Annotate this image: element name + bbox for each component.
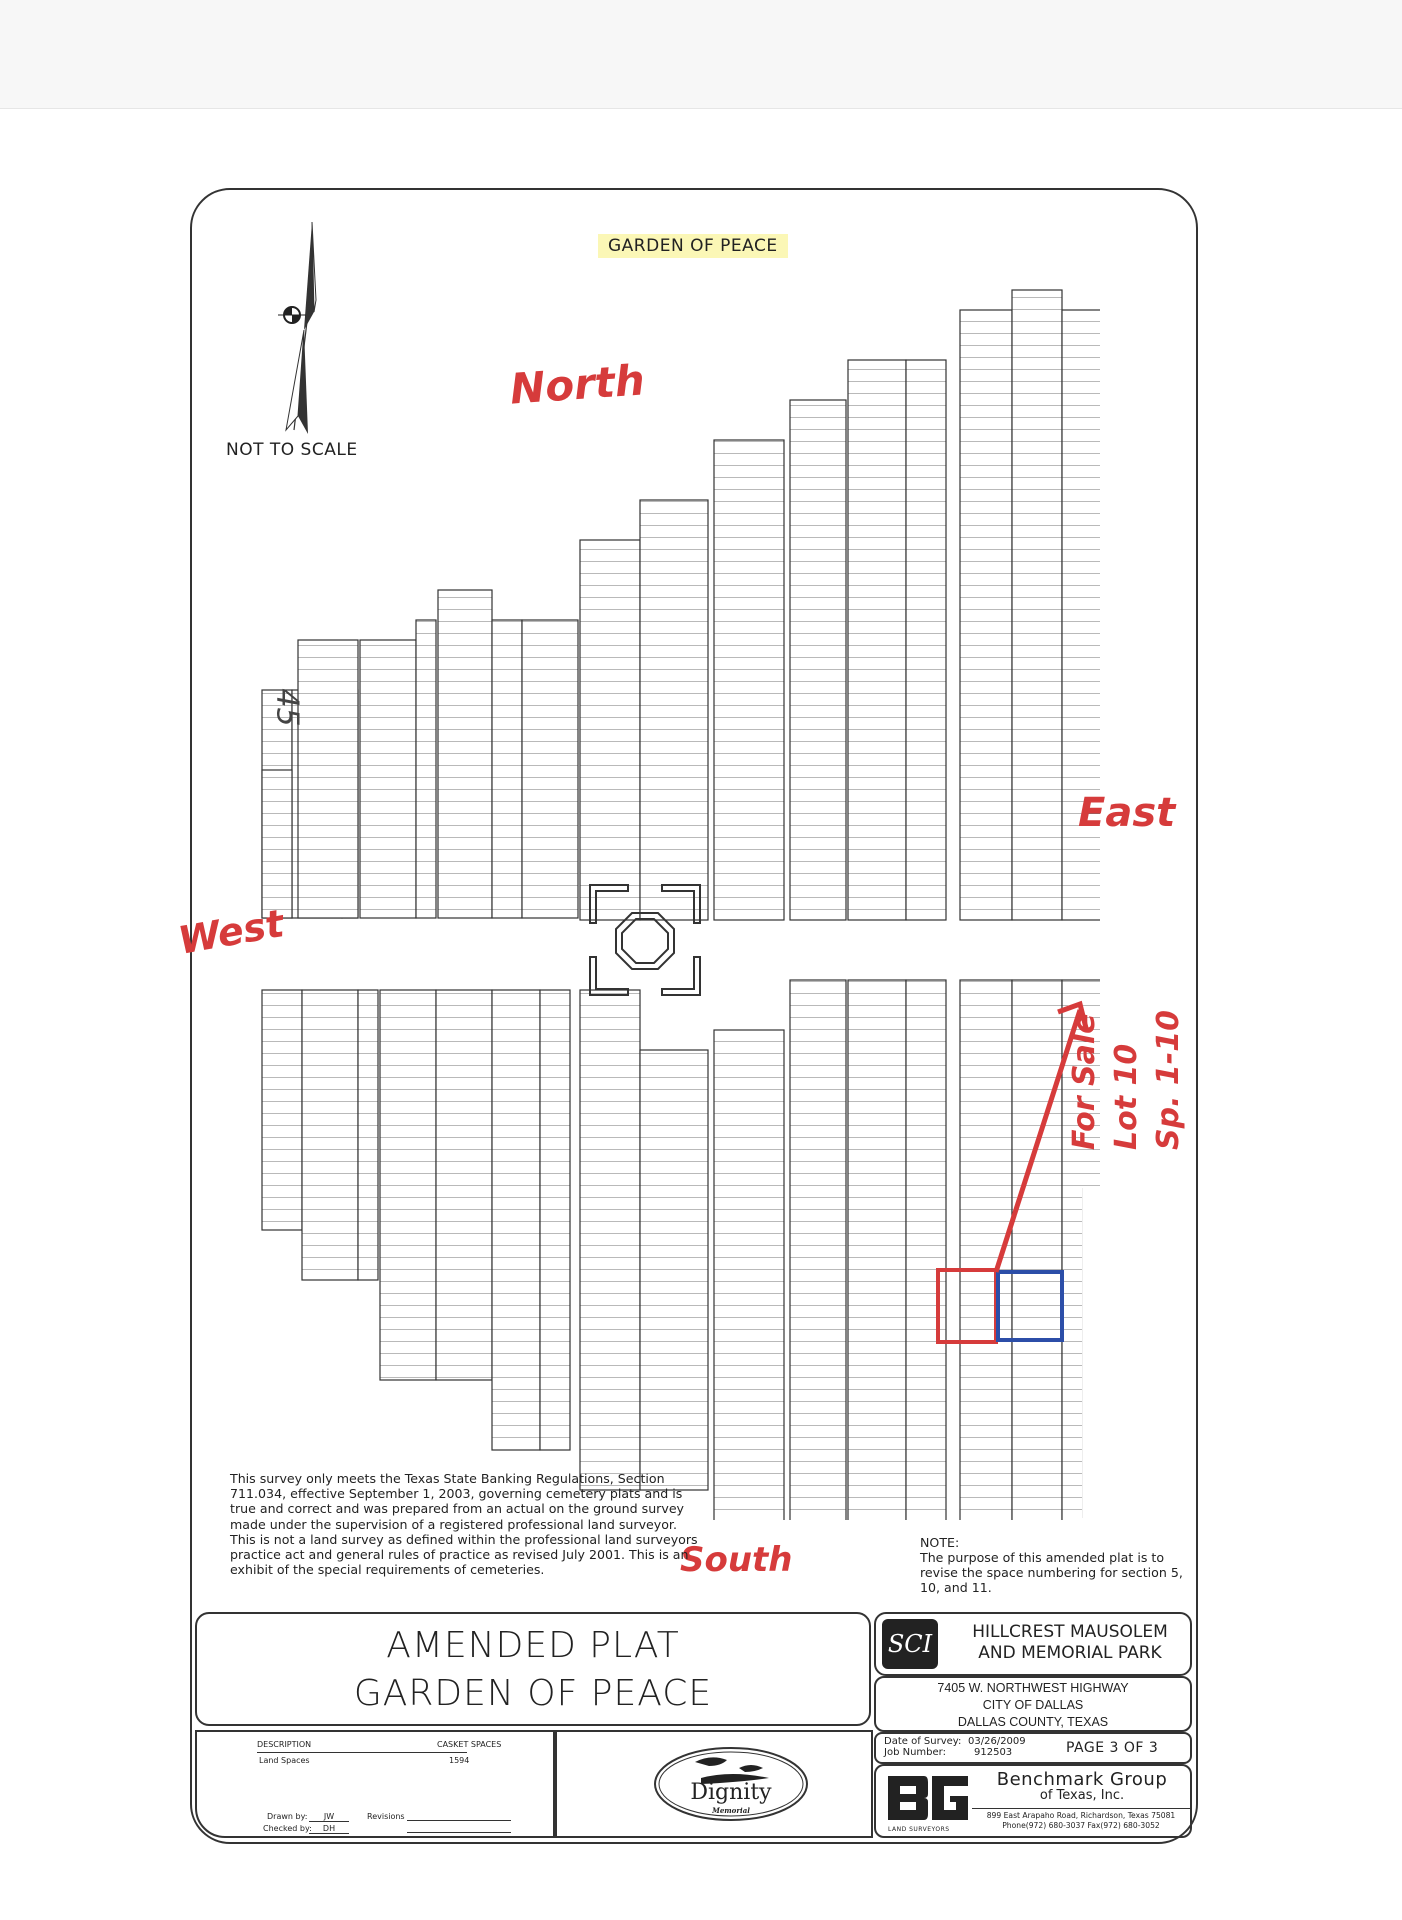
benchmark-group-logo-icon [886,1774,970,1822]
date-of-survey-value: 03/26/2009 [968,1736,1026,1747]
surveyor-address: 899 East Arapaho Road, Richardson, Texas 75081 [986,1811,1176,1820]
handwritten-east-label: East [1078,790,1176,836]
title-line-2: GARDEN OF PEACE [353,1673,713,1714]
revisions-line-2 [407,1832,511,1833]
casket-spaces-col-header: CASKET SPACES [437,1740,502,1749]
surveyor-block [874,1764,1192,1838]
not-to-scale-label: NOT TO SCALE [226,440,358,460]
surveyor-sub: of Texas, Inc. [1039,1788,1125,1803]
dignity-name: Dignity [690,1780,772,1805]
survey-info-block [874,1732,1192,1764]
dignity-logo-block [555,1730,873,1838]
for-sale-line-2: Lot 10 [1109,1043,1144,1150]
handwritten-south-label: South [680,1540,793,1580]
land-surveyors-tag: LAND SURVEYORS [888,1826,950,1833]
for-sale-line-3: Sp. 1-10 [1151,1010,1186,1150]
note-heading: NOTE: [920,1535,960,1550]
description-table [195,1730,555,1838]
address-line-1: 7405 W. NORTHWEST HIGHWAY [937,1681,1129,1695]
revisions-label: Revisions [367,1812,405,1821]
scan-top-margin [0,0,1402,109]
garden-title-label: GARDEN OF PEACE [598,234,788,258]
title-line-1: AMENDED PLAT [386,1625,680,1666]
job-number-label: Job Number: [884,1747,946,1758]
park-name-line-1: HILLCREST MAUSOLEM [972,1622,1168,1642]
park-address-block [874,1676,1192,1732]
land-spaces-value: 1594 [449,1756,470,1765]
revisions-line [407,1820,511,1821]
note-text: The purpose of this amended plat is to revise the space numbering for section 5, 10, and 11. [920,1550,1183,1595]
amendment-note [920,1535,1190,1595]
description-col-header: DESCRIPTION [257,1740,312,1749]
survey-disclaimer: This survey only meets the Texas State Banking Regulations, Section 711.034, effective September 1, 2003, governing cemetery plats and is true and correct and was prepared from an actual on the ground survey made under the supervision of a registered professional land surveyor. This is not a land survey as defined within the professional land surveyors practice act and general rules of practice as revised July 2001. This is an exhibit of the special requirements of cemeteries. [230,1471,698,1578]
surveyor-phone: Phone(972) 680-3037 Fax(972) 680-3052 [1002,1821,1160,1830]
page-number: PAGE 3 OF 3 [1066,1740,1159,1756]
checked-by-value: DH [309,1824,349,1834]
surveyor-contact [972,1808,1190,1831]
handwritten-north-label: North [508,355,647,414]
park-name [952,1622,1188,1664]
plat-title-block [195,1612,871,1726]
handwritten-for-sale-note [1064,960,1190,1150]
address-line-2: CITY OF DALLAS [982,1698,1084,1712]
dignity-sub: Memorial [712,1806,750,1815]
checked-by-label: Checked by: [263,1824,312,1833]
park-name-block [874,1612,1192,1676]
land-spaces-label: Land Spaces [259,1756,310,1765]
pencil-mark: 45 [269,688,305,727]
address-line-3: DALLAS COUNTY, TEXAS [957,1715,1109,1729]
pasted-paper-patch [1082,1188,1173,1518]
central-monument-icon [580,875,710,1005]
handwritten-west-label: West [174,901,288,963]
for-sale-line-1: For Sale [1067,1013,1102,1150]
date-of-survey-label: Date of Survey: [884,1736,962,1747]
sci-logo-icon: SCI [882,1619,938,1669]
drawn-by-label: Drawn by: [267,1812,308,1821]
drawn-by-value: JW [309,1812,349,1822]
park-name-line-2: AND MEMORIAL PARK [978,1643,1162,1663]
surveyor-name: Benchmark Group [996,1769,1168,1790]
job-number-value: 912503 [974,1747,1013,1758]
